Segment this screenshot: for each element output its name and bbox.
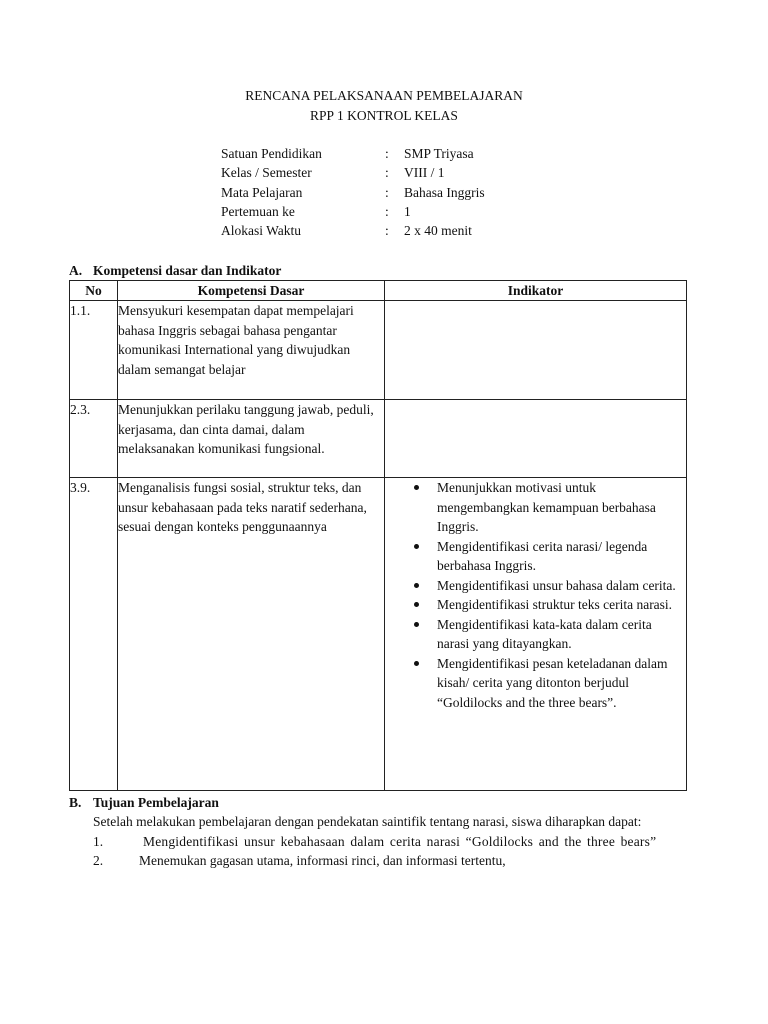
table-row bbox=[70, 301, 687, 400]
learning-objectives bbox=[93, 812, 675, 871]
row-number: 1.1. bbox=[70, 301, 118, 400]
indicator-text: Mengidentifikasi cerita narasi/ legenda berbahasa Inggris. bbox=[437, 538, 648, 573]
objective-text: Menemukan gagasan utama, informasi rinci, dan informasi tertentu, bbox=[139, 853, 506, 868]
row-indicator-empty bbox=[385, 400, 687, 478]
info-label: Satuan Pendidikan bbox=[221, 146, 322, 161]
info-colon: : bbox=[385, 165, 389, 181]
row-indicator-empty bbox=[385, 301, 687, 400]
objective-text: Mengidentifikasi unsur kebahasaan dalam cerita narasi “Goldilocks and the three bears” bbox=[143, 833, 657, 849]
objective-item bbox=[93, 851, 675, 871]
indicator-text: Mengidentifikasi unsur bahasa dalam cerita. bbox=[437, 577, 676, 593]
info-colon: : bbox=[385, 184, 389, 200]
info-label: Kelas / Semester bbox=[221, 165, 312, 181]
table-row bbox=[70, 478, 687, 791]
table-row bbox=[70, 400, 687, 478]
bullet-icon bbox=[414, 622, 419, 627]
document-title bbox=[0, 86, 768, 126]
info-value: 1 bbox=[404, 203, 411, 219]
objective-item bbox=[93, 832, 675, 852]
indicator-text: Mengidentifikasi pesan keteladanan dalam kisah/ cerita yang ditonton berjudul “Goldilocks and the three bears”. bbox=[437, 655, 668, 710]
section-b-title: Tujuan Pembelajaran bbox=[93, 795, 219, 810]
indicator-text: Mengidentifikasi kata-kata dalam cerita narasi yang ditayangkan. bbox=[437, 616, 652, 651]
info-row-mapel bbox=[221, 183, 581, 202]
section-a-title: Kompetensi dasar dan Indikator bbox=[93, 263, 282, 278]
objective-number: 1. bbox=[93, 833, 104, 849]
info-row-kelas bbox=[221, 163, 581, 182]
info-label: Alokasi Waktu bbox=[221, 223, 302, 239]
info-colon: : bbox=[385, 146, 389, 161]
section-b-heading bbox=[69, 793, 219, 813]
title-line-1: RENCANA PELAKSANAAN PEMBELAJARAN bbox=[245, 88, 523, 103]
indicator-text: Mengidentifikasi struktur teks cerita narasi. bbox=[437, 597, 673, 612]
info-value: Bahasa Inggris bbox=[404, 184, 485, 200]
info-row-alokasi bbox=[221, 221, 581, 240]
identity-block bbox=[221, 144, 581, 240]
list-item bbox=[385, 537, 686, 576]
info-row-satuan bbox=[221, 144, 581, 163]
title-line-2: RPP 1 KONTROL KELAS bbox=[310, 108, 458, 123]
row-number: 3.9. bbox=[70, 478, 118, 791]
indicator-text: Menunjukkan motivasi untuk mengembangkan kemampuan berbahasa Inggris. bbox=[437, 480, 656, 534]
competency-table bbox=[69, 280, 687, 791]
table-header-row bbox=[70, 281, 687, 301]
bullet-icon bbox=[414, 602, 419, 607]
info-row-pertemuan bbox=[221, 202, 581, 221]
bullet-icon bbox=[414, 485, 419, 490]
info-value: 2 x 40 menit bbox=[404, 223, 472, 239]
list-item bbox=[385, 595, 686, 615]
section-a-heading bbox=[69, 261, 281, 281]
section-a-letter: A. bbox=[69, 263, 83, 278]
row-indicator-list bbox=[385, 478, 687, 791]
info-label: Mata Pelajaran bbox=[221, 184, 303, 200]
list-item bbox=[385, 478, 686, 537]
objectives-intro: Setelah melakukan pembelajaran dengan pendekatan saintifik tentang narasi, siswa diharapkan dapat: bbox=[93, 814, 642, 829]
header-no: No bbox=[70, 281, 118, 301]
info-label: Pertemuan ke bbox=[221, 203, 295, 219]
bullet-icon bbox=[414, 583, 419, 588]
row-number: 2.3. bbox=[70, 400, 118, 478]
header-kompetensi-dasar: Kompetensi Dasar bbox=[118, 281, 385, 301]
row-competency: Mensyukuri kesempatan dapat mempelajari bahasa Inggris sebagai bahasa pengantar komunikasi International yang diwujudkan dalam semangat belajar bbox=[118, 301, 385, 400]
objective-number: 2. bbox=[93, 853, 104, 868]
indicator-list bbox=[385, 478, 686, 712]
row-competency: Menganalisis fungsi sosial, struktur teks, dan unsur kebahasaan pada teks naratif sederhana, sesuai dengan konteks penggunaannya bbox=[118, 478, 385, 791]
bullet-icon bbox=[414, 544, 419, 549]
info-value: SMP Triyasa bbox=[404, 146, 474, 161]
row-competency: Menunjukkan perilaku tanggung jawab, peduli, kerjasama, dan cinta damai, dalam melaksanakan komunikasi fungsional. bbox=[118, 400, 385, 478]
list-item bbox=[385, 576, 686, 596]
list-item bbox=[385, 615, 686, 654]
info-value: VIII / 1 bbox=[404, 165, 445, 181]
info-colon: : bbox=[385, 203, 389, 219]
list-item bbox=[385, 654, 686, 713]
header-indikator: Indikator bbox=[385, 281, 687, 301]
section-b-letter: B. bbox=[69, 795, 82, 810]
bullet-icon bbox=[414, 661, 419, 666]
info-colon: : bbox=[385, 223, 389, 239]
